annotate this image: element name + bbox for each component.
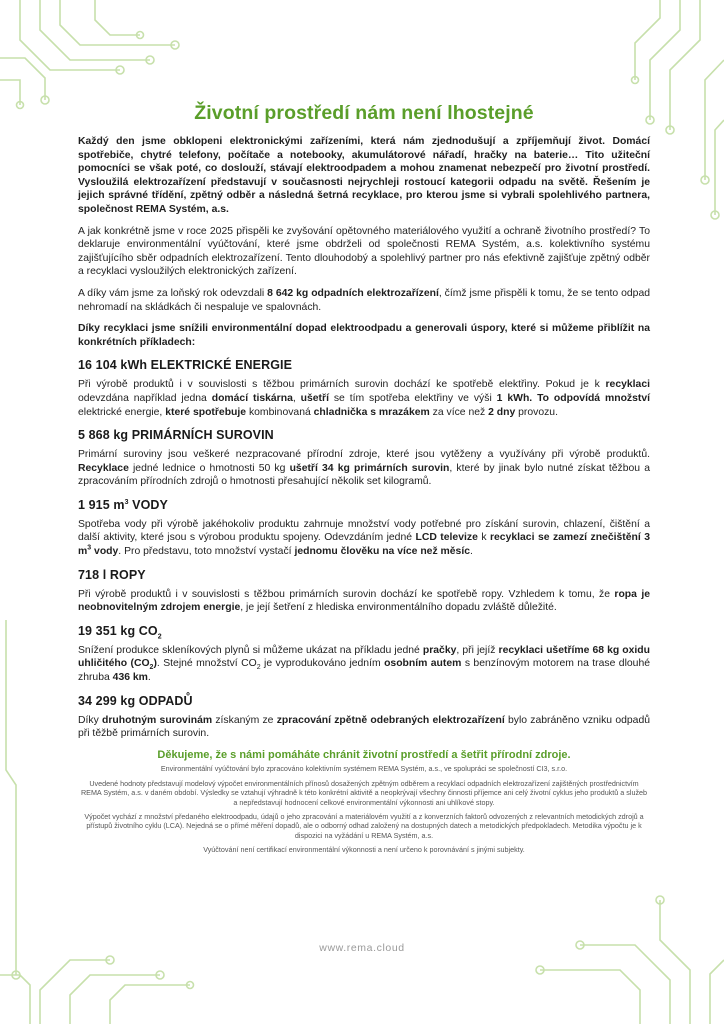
paragraph-collected-amount: A díky vám jsme za loňský rok odevzdali 8 642 kg odpadních elektrozařízení, čímž jsme přispěli k tomu, že se tento odpad nehromadí na skládkách či nespaluje ve spalovnách. [78,287,650,313]
website-url: www.rema.cloud [319,942,405,954]
page-title: Životní prostředí nám není lhostejné [194,102,534,124]
paragraph-examples-lead: Díky recyklaci jsme snížili environmentální dopad elektroodpadu a generovali úspory, které si můžeme přiblížit na konkrétních příkladech: [78,323,650,348]
circuit-decoration-top-left [0,0,190,110]
section-heading-water: 1 915 $m^3$ VODY [78,497,168,512]
section-heading-oil: 718 l ROPY [78,567,146,582]
footnote-source: Environmentální vyúčtování bylo zpracováno kolektivním systémem REMA Systém, a.s., ve spolupráci se společností CI3, s.r.o. [160,764,568,774]
section-text-oil: Při výrobě produktů i v souvislosti s těžbou primárních surovin dochází ke spotřebě ropy. Vzhledem k tomu, že ropa je neobnovitelným zdrojem energie, je její šetření z hlediska environmentálního dopadu zvláště důležité. [78,588,650,614]
document-body [78,102,650,855]
intro-paragraph: Každý den jsme obklopeni elektronickými zařízeními, která nám zjednodušují a zpříjemňují život. Domácí spotřebiče, chytré telefony, počítače a notebooky, akumulátorové nářadí, hračky na baterie… Tito užiteční pomocníci se však poté, co doslouží, stávají elektroodpadem a mohou znamenat nebezpečí pro životní prostředí. Vysloužilá elektrozařízení představují v současnosti nejrychleji rostoucí kategorii odpadu na světě. Řešením je jejich správné třídění, zpětný odběr a následná šetrná recyklace, pro kterou jsme si vybrali spolehlivého partnera, společnost REMA Systém, a.s. [78,136,650,215]
section-heading-energy: 16 104 kWh ELEKTRICKÉ ENERGIE [78,358,293,373]
section-heading-raw-materials: 5 868 kg PRIMÁRNÍCH SUROVIN [78,428,274,443]
footnote-disclaimer: Uvedené hodnoty představují modelový výpočet environmentálních přínosů dosažených zpětným odběrem a recyklací odpadních elektrozařízení zajištěných prostřednictvím REMA Systém, a.s. v daném období. Výsledky se vztahují výhradně k této konkrétní aktivitě a neopkrývají všechny činnosti příjemce ani celý životní cyklus jeho produktů a služeb a nepředstavují hodnocení celkové environmentální výkonnosti ani uhlíkové stopy. [80,778,648,807]
circuit-decoration-left [0,620,30,1020]
thanks-line: Děkujeme, že s námi pomáháte chránit životní prostředí a šetřit přírodní zdroje. [157,748,571,761]
section-text-waste: Díky druhotným surovinám získaným ze zpracování zpětně odebraných elektrozařízení bylo zabráněno vzniku odpadů při těžbě primárních surovin. [78,714,650,740]
footnote-methodology: Výpočet vychází z množství předaného elektroodpadu, údajů o jeho zpracování a materiálovém využití a z konverzních faktorů odvozených z relevantních metodických zdrojů a přístupů životního cyklu (LCA). Nejedná se o přímé měření dopadů, ale o odborný odhad založený na dostupných datech a metodických předpokladech. Metodika výpočtu je k dispozici na vyžádání u REMA Systém, a.s. [84,812,644,840]
section-text-energy: Při výrobě produktů i v souvislosti s těžbou primárních surovin dochází ke spotřebě elektřiny. Pokud je k recyklaci odevzdána například jedna domácí tiskárna, ušetří se tím spotřeba elektřiny ve výši 1 kWh. To odpovídá množství elektrické energie, které spotřebuje kombinovaná chladnička s mrazákem za více než 2 dny provozu. [78,379,651,418]
paragraph-2025-summary: A jak konkrétně jsme v roce 2025 přispěli ke zvyšování opětovného materiálového využití a ochraně životního prostředí? To deklaruje environmentální vyúčtování, které jsme obdrželi od společnosti REMA Systém, a.s. kolektivního systému zajišťujícího sběr odpadních elektrozařízení. Tento dlouhodobý a spolehlivý partner pro nás efektivně zajišťuje zpětný odběr a recyklaci vysloužilých elektronických zařízení. [78,225,650,278]
section-text-water: Spotřeba vody při výrobě jakéhokoliv produktu zahrnuje množství vody potřebné pro získání surovin, chlazení, čištění a další aktivity, které jsou s výrobou produktu spojeny. Odevzdáním jedné LCD televize k recyklaci se zamezí znečištění 3 $m^3$ vody. Pro představu, toto množství vystačí jednomu člověku na více než měsíc. [78,518,650,558]
section-text-co2: Snížení produkce skleníkových plynů si můžeme ukázat na příkladu jedné pračky, při jejíž recyklaci ušetříme 68 kg oxidu uhličitého $(CO_2)$. Stejné množství $CO_2$ je vyprodukováno jedním osobním autem s benzínovým motorem na trase dlouhé zhruba 436 km. [78,644,651,684]
footnote-certification: Vyúčtování není certifikací environmentální výkonnosti a není určeno k porovnávání s jinými subjekty. [203,845,525,855]
section-heading-co2: 19 351 kg $CO_2$ [78,623,162,641]
section-heading-waste: 34 299 kg ODPADŮ [78,693,193,708]
section-text-raw-materials: Primární suroviny jsou veškeré nezpracované přírodní zdroje, které jsou vytěženy a využívány při výrobě produktů. Recyklace jedné lednice o hmotnosti 50 kg ušetří 34 kg primárních surovin, které by jinak bylo nutné získat těžbou a zpracováním přírodních zdrojů o hmotnosti přesahující několik set kilogramů. [78,449,650,488]
